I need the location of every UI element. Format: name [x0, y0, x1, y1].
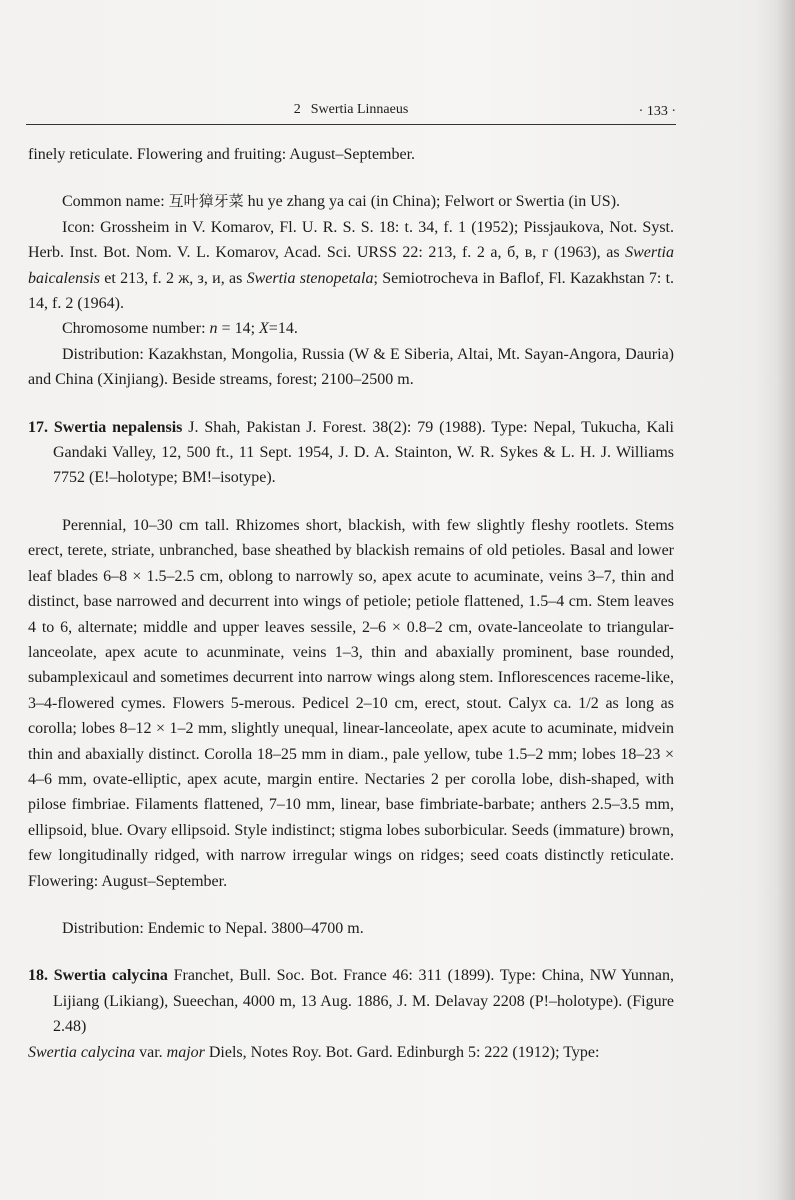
icon-paragraph: Icon: Grossheim in V. Komarov, Fl. U. R. S. S. 18: t. 34, f. 1 (1952); Pissjaukova, Not. Syst. Herb. Inst. Bot. Nom. V. L. Komarov, Acad. Sci. URSS 22: 213, f. 2 а, б, в, г (1963), as Swertia baicalensis et 213, f. 2 ж, з, и, as Swertia stenopetala; Semiotrocheva in Baflof, Fl. Kazakhstan 7: t. 14, f. 2 (1964). — [28, 218, 675, 313]
page-header — [26, 100, 676, 125]
species-18-heading: 18. Swertia calycina Franchet, Bull. Soc. Bot. France 46: 311 (1899). Type: China, NW Yunnan, Lijiang (Likiang), Sueechan, 4000 m, 13 Aug. 1886, J. M. Delavay 2208 (P!–holotype). (Figure 2.48) — [28, 967, 675, 1036]
species-17-distribution: Distribution: Endemic to Nepal. 3800–4700 m. — [62, 919, 364, 937]
page-number: · 133 · — [638, 104, 676, 119]
species-17-description: Perennial, 10–30 cm tall. Rhizomes short, blackish, with few slightly fleshy rootlets. Stems erect, terete, striate, unbranched, base sheathed by blackish remains of old petioles. Basal and lower leaf blades 6–8 × 1.5–2.5 cm, oblong to narrowly so, apex acute to acuminate, veins 3–7, thin and distinct, base narrowed and decurrent into wings of petiole; petiole flattened, 1.5–4 cm. Stem leaves 4 to 6, alternate; middle and upper leaves sessile, 2–6 × 0.8–2 cm, ovate-lanceolate to triangular-lanceolate, apex acute to acunminate, veins 1–3, thin and abaxially prominent, base rounded, subamplexicaul and sometimes decurrent into narrow wings along stem. Inflorescences raceme-like, 3–4-flowered cymes. Flowers 5-merous. Pedicel 2–10 cm, erect, stout. Calyx ca. 1/2 as long as corolla; lobes 8–12 × 1–2 mm, slightly unequal, linear-lanceolate, apex acute to acuminate, midvein thin and abaxially distinct. Corolla 18–25 mm in diam., pale yellow, tube 1.5–2 mm; lobes 18–23 × 4–6 mm, ovate-elliptic, apex acute, margin entire. Nectaries 2 per corolla lobe, dish-shaped, with pilose fimbriae. Filaments flattened, 7–10 mm, linear, base fimbriate-barbate; anthers 2.5–3.5 mm, ellipsoid, blue. Ovary ellipsoid. Style indistinct; stigma lobes suborbicular. Seeds (immature) brown, few longitudinally ridged, with narrow irregular wings on ridges; seed coats distinctly reticulate. Flowering: August–September. — [28, 516, 674, 890]
paragraph-continued: finely reticulate. Flowering and fruiting: August–September. — [28, 146, 416, 163]
common-name-paragraph: Common name: 互叶獐牙菜 hu ye zhang ya cai (in China); Felwort or Swertia (in US). — [62, 192, 621, 211]
chapter-title: Swertia Linnaeus — [310, 102, 409, 117]
species-17-name: 17. Swertia nepalensis — [28, 418, 183, 436]
species-18-name: 18. Swertia calycina — [28, 967, 168, 985]
chapter-number: 2 — [293, 102, 301, 117]
page-edge-shadow — [777, 0, 795, 1200]
chinese-name: 互叶獐牙菜 — [168, 192, 244, 211]
species-17-heading: 17. Swertia nepalensis J. Shah, Pakistan J. Forest. 38(2): 79 (1988). Type: Nepal, Tukucha, Kali Gandaki Valley, 12, 500 ft., 11 Sept. 1954, J. D. A. Stainton, W. R. Sykes & L. H. J. Williams 7752 (E!–holotype; BM!–isotype). — [28, 418, 675, 487]
running-head — [26, 102, 676, 118]
chromosome-paragraph: Chromosome number: n = 14; X=14. — [62, 320, 298, 338]
page-body — [28, 142, 674, 1065]
species-18-synonym: Swertia calycina var. major Diels, Notes Roy. Bot. Gard. Edinburgh 5: 222 (1912); Type: — [28, 1043, 600, 1061]
distribution-paragraph: Distribution: Kazakhstan, Mongolia, Russia (W & E Siberia, Altai, Mt. Sayan-Angora, Dauria) and China (Xinjiang). Beside streams, forest; 2100–2500 m. — [28, 345, 674, 389]
